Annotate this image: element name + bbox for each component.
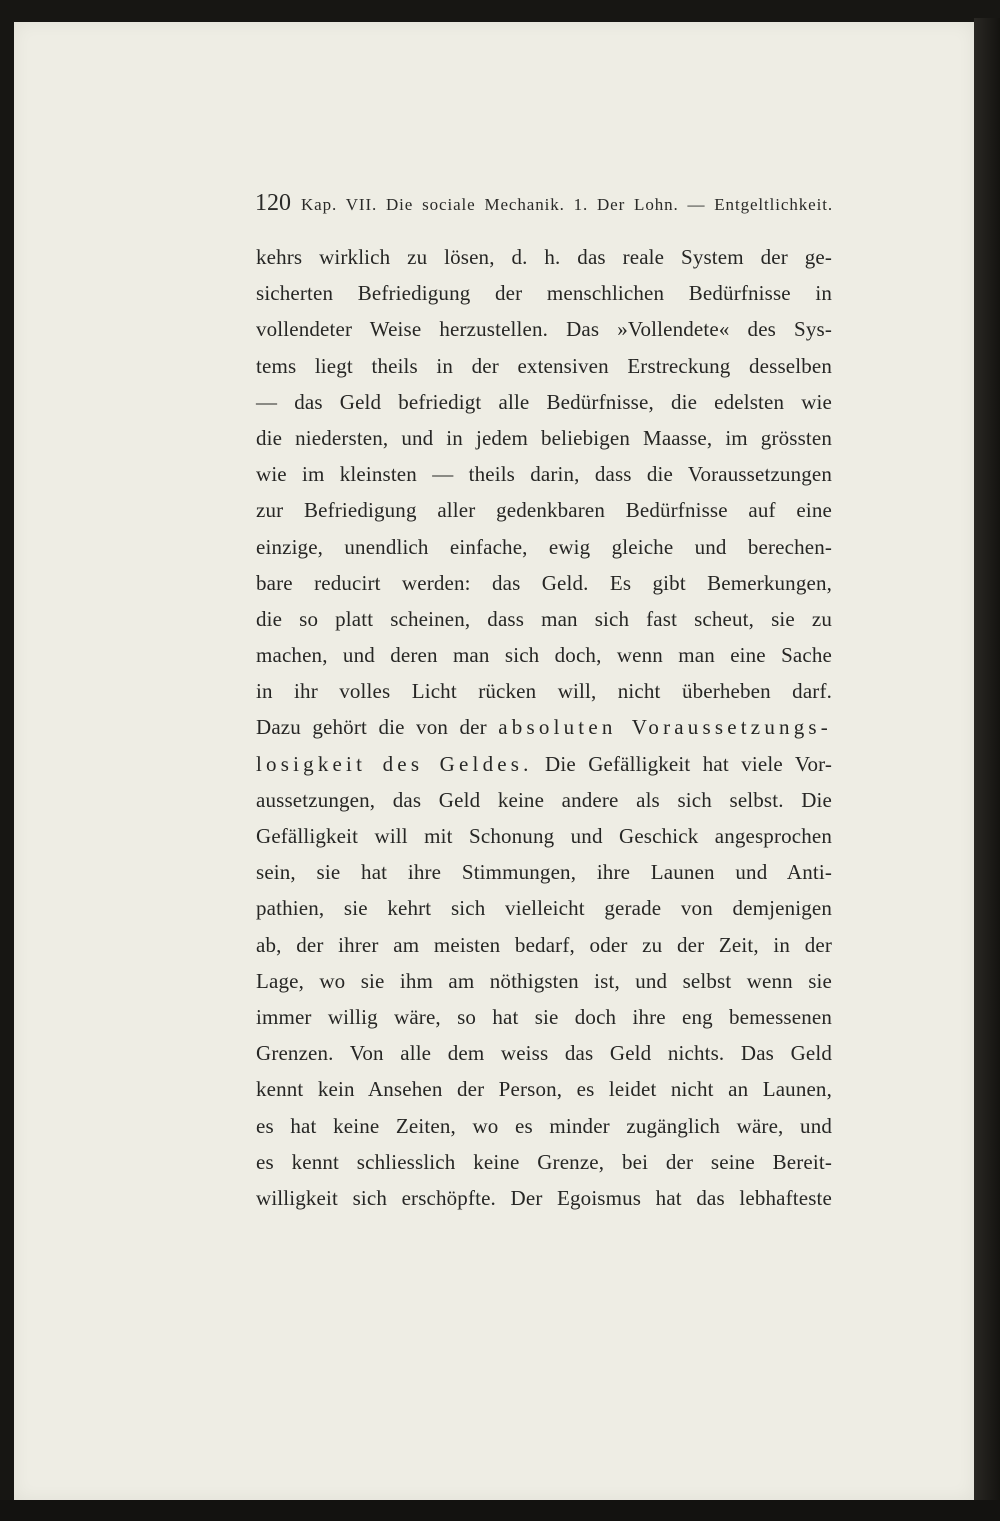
text-line: einzige, unendlich einfache, ewig gleiche und berechen-	[256, 534, 832, 559]
text-run: Die Gefälligkeit hat viele Vor-	[532, 751, 832, 776]
text-line: wie im kleinsten — theils darin, dass die Voraussetzungen	[256, 462, 832, 487]
text-line: machen, und deren man sich doch, wenn man eine Sache	[256, 643, 832, 668]
text-line: tems liegt theils in der extensiven Erstreckung desselben	[256, 353, 832, 378]
text-line: — das Geld befriedigt alle Bedürfnisse, die edelsten wie	[256, 389, 832, 414]
page-number: 120	[255, 190, 291, 216]
text-line: pathien, sie kehrt sich vielleicht gerade von demjenigen	[256, 896, 832, 921]
page-edge-bottom	[0, 1500, 1000, 1521]
text-line: zur Befriedigung aller gedenkbaren Bedürfnisse auf eine	[256, 498, 832, 523]
text-line-emphasis-end	[256, 746, 832, 782]
page-edge-right	[974, 18, 1000, 1508]
text-line: vollendeter Weise herzustellen. Das »Vollendete« des Sys-	[256, 317, 832, 342]
spaced-emphasis: absoluten Voraussetzungs-	[498, 715, 832, 740]
text-line: aussetzungen, das Geld keine andere als sich selbst. Die	[256, 787, 832, 812]
text-line: sicherten Befriedigung der menschlichen Bedürfnisse in	[256, 281, 832, 306]
spaced-emphasis: losigkeit des Geldes.	[256, 751, 533, 776]
running-head	[255, 188, 833, 224]
text-line: es kennt schliesslich keine Grenze, bei der seine Bereit-	[256, 1149, 832, 1174]
text-line: Grenzen. Von alle dem weiss das Geld nichts. Das Geld	[256, 1041, 832, 1066]
text-line: kehrs wirklich zu lösen, d. h. das reale System der ge-	[256, 245, 832, 269]
text-line: kennt kein Ansehen der Person, es leidet nicht an Launen,	[256, 1077, 832, 1102]
text-line: Gefälligkeit will mit Schonung und Geschick angesprochen	[256, 824, 832, 848]
text-line: in ihr volles Licht rücken will, nicht überheben darf.	[256, 679, 832, 704]
text-line: Lage, wo sie ihm am nöthigsten ist, und selbst wenn sie	[256, 968, 832, 993]
body-text	[256, 239, 832, 1216]
text-line: die so platt scheinen, dass man sich fast scheut, sie zu	[256, 606, 832, 631]
text-line: sein, sie hat ihre Stimmungen, ihre Launen und Anti-	[256, 860, 832, 885]
text-line-emphasis-start	[256, 709, 832, 745]
text-line: willigkeit sich erschöpfte. Der Egoismus hat das lebhafteste	[256, 1185, 832, 1210]
text-line: immer willig wäre, so hat sie doch ihre eng bemessenen	[256, 1004, 832, 1029]
text-line: ab, der ihrer am meisten bedarf, oder zu der Zeit, in der	[256, 932, 832, 957]
running-head-title: Kap. VII. Die sociale Mechanik. 1. Der Lohn. — Entgeltlichkeit.	[301, 195, 833, 214]
text-line: bare reducirt werden: das Geld. Es gibt Bemerkungen,	[256, 570, 832, 595]
text-line: es hat keine Zeiten, wo es minder zugänglich wäre, und	[256, 1113, 832, 1138]
text-run: Dazu gehört die von der	[256, 715, 499, 740]
text-line: die niedersten, und in jedem beliebigen Maasse, im grössten	[256, 425, 832, 450]
